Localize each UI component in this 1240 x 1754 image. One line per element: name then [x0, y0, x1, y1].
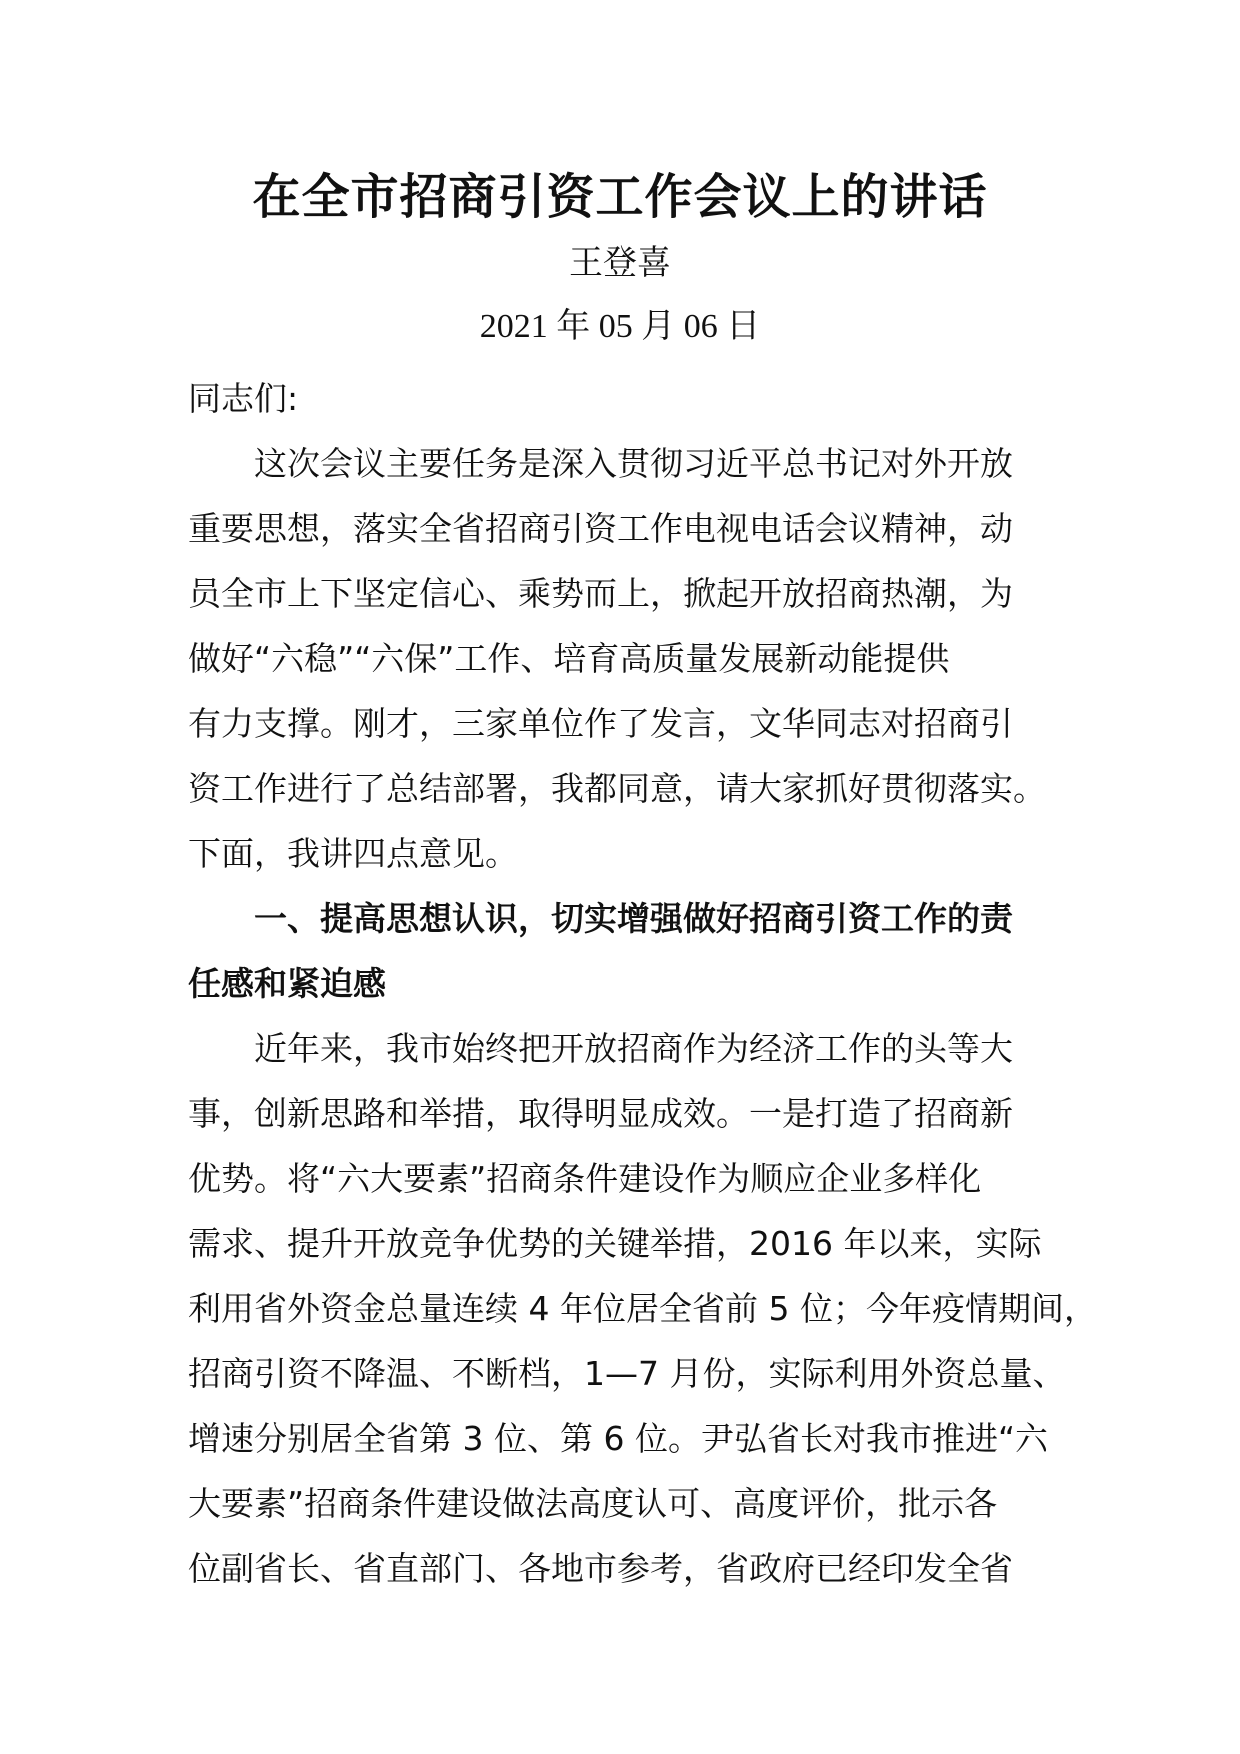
paragraph-line: 同志们: [188, 379, 299, 418]
author-name: 王登喜 [569, 243, 671, 283]
paragraph-line: 招商引资不降温、不断档，1—7 月份，实际利用外资总量、 [188, 1354, 1066, 1393]
paragraph-line: 近年来，我市始终把开放招商作为经济工作的头等大 [254, 1029, 1013, 1068]
document-body [188, 366, 1118, 1601]
section-heading-line: 一、提高思想认识，切实增强做好招商引资工作的责 [254, 899, 1013, 938]
paragraph-line: 重要思想，落实全省招商引资工作电视电话会议精神，动 [188, 509, 1013, 548]
paragraph-line: 有力支撑。刚才，三家单位作了发言，文华同志对招商引 [188, 704, 1013, 743]
paragraph-line: 大要素”招商条件建设做法高度认可、高度评价，批示各 [188, 1484, 998, 1523]
paragraph-line: 下面，我讲四点意见。 [188, 834, 518, 873]
section-heading-line: 任感和紧迫感 [188, 964, 386, 1003]
paragraph-line: 这次会议主要任务是深入贯彻习近平总书记对外开放 [254, 444, 1013, 483]
paragraph-line: 需求、提升开放竞争优势的关键举措，2016 年以来，实际 [188, 1224, 1042, 1263]
speech-date: 2021 年 05 月 06 日 [479, 308, 761, 345]
paragraph-line: 做好“六稳”“六保”工作、培育高质量发展新动能提供 [188, 639, 950, 678]
page-title: 在全市招商引资工作会议上的讲话 [252, 169, 988, 225]
paragraph-line: 利用省外资金总量连续 4 年位居全省前 5 位；今年疫情期间， [188, 1289, 1097, 1328]
paragraph-line: 事，创新思路和举措，取得明显成效。一是打造了招商新 [188, 1094, 1013, 1133]
paragraph-line: 位副省长、省直部门、各地市参考，省政府已经印发全省 [188, 1549, 1013, 1588]
paragraph-line: 增速分别居全省第 3 位、第 6 位。尹弘省长对我市推进“六 [188, 1419, 1049, 1458]
paragraph-line: 员全市上下坚定信心、乘势而上，掀起开放招商热潮，为 [188, 574, 1013, 613]
paragraph-line: 优势。将“六大要素”招商条件建设作为顺应企业多样化 [188, 1159, 982, 1198]
paragraph-line: 资工作进行了总结部署，我都同意，请大家抓好贯彻落实。 [188, 769, 1046, 808]
